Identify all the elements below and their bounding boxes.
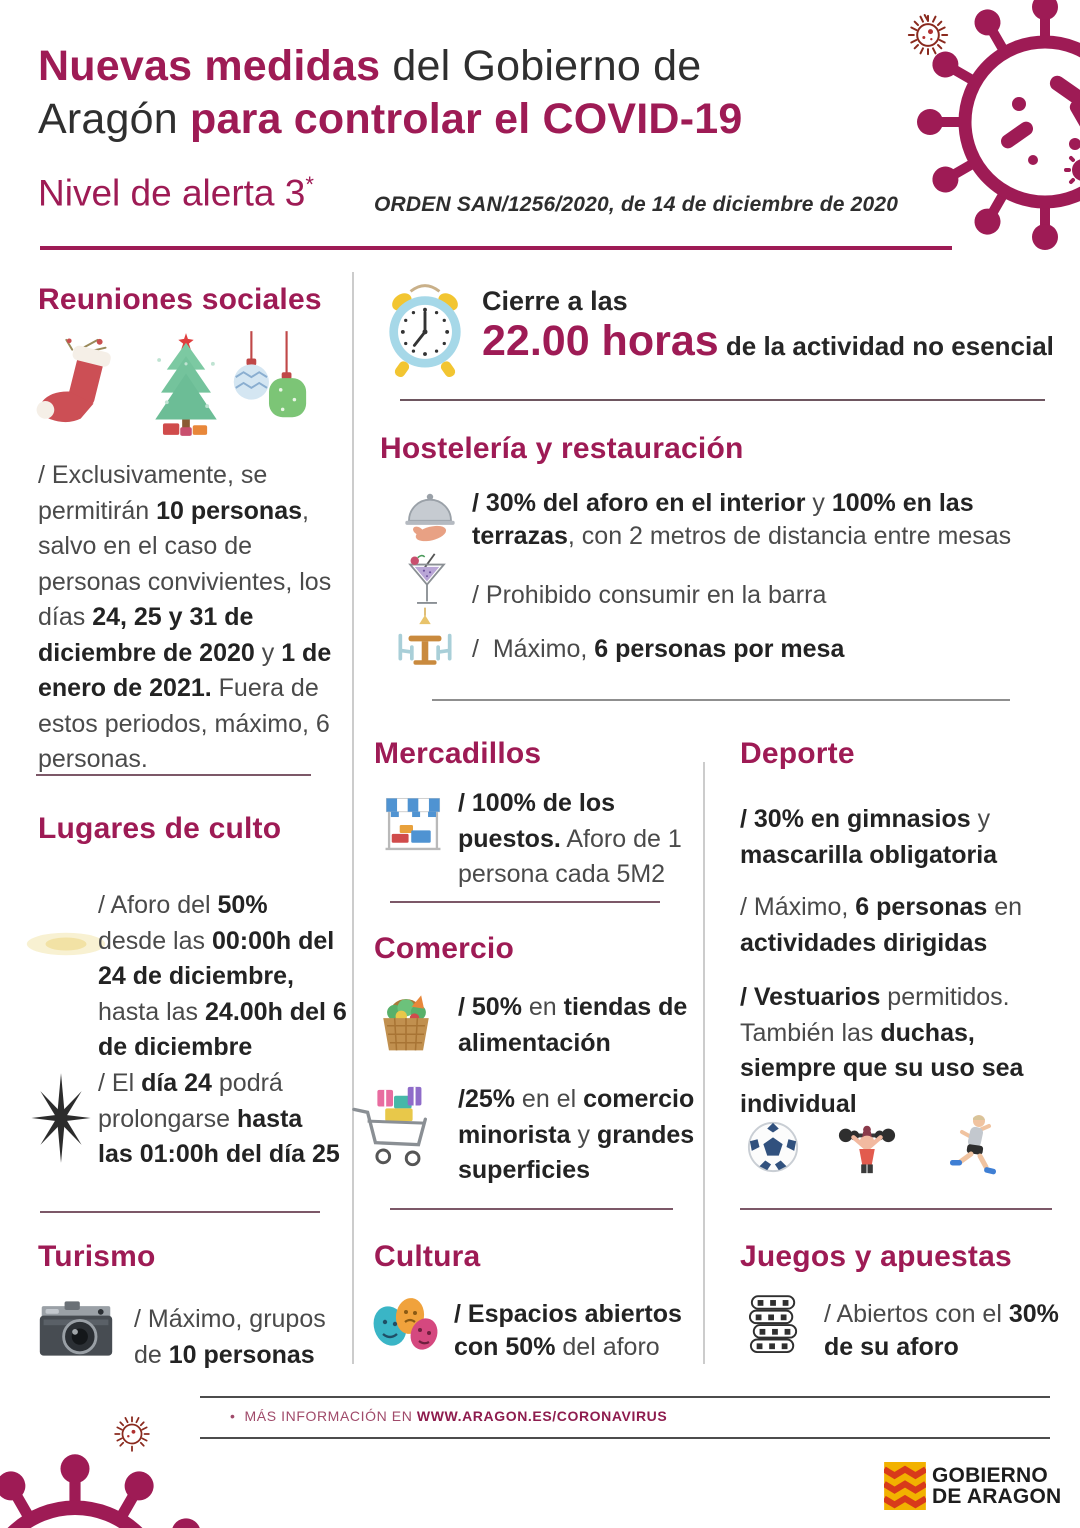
footer-info-url[interactable]: WWW.ARAGON.ES/CORONAVIRUS (416, 1408, 668, 1424)
order-reference: ORDEN SAN/1256/2020, de 14 de diciembre de 2020 (374, 193, 899, 216)
turismo-item: / Máximo, grupos de 10 personas (134, 1305, 333, 1369)
page-title: Nuevas medidas del Gobierno de Aragón para controlar el COVID-19 (38, 42, 743, 144)
candle-glow-icon (24, 920, 108, 968)
closing-suffix: de la actividad no esencial (718, 331, 1054, 361)
christmas-stocking-icon (36, 332, 128, 436)
cultura-item: / Espacios abiertos con 50% del aforo (454, 1300, 689, 1361)
hosteleria-item: / Máximo, 6 personas por mesa (472, 635, 845, 663)
deporte-item: / 30% en gimnasios y mascarilla obligatoria (740, 805, 998, 869)
aragon-flag-icon (884, 1462, 926, 1510)
christmas-tree-icon (138, 330, 234, 438)
virus-small-icon (110, 1412, 154, 1456)
header-divider (40, 246, 952, 250)
bethlehem-star-icon (26, 1068, 96, 1168)
section-title-lugares: Lugares de culto (38, 812, 282, 845)
divider (390, 1208, 673, 1210)
food-basket-icon (370, 984, 442, 1058)
footer-info (230, 1408, 667, 1424)
section-title-reuniones: Reuniones sociales (38, 283, 322, 316)
divider (40, 1211, 320, 1213)
divider (36, 774, 311, 776)
closing-banner (482, 286, 1054, 366)
divider (390, 901, 660, 903)
deporte-item: / Máximo, 6 personas en actividades dirigidas (740, 893, 1030, 957)
section-title-cultura: Cultura (374, 1240, 481, 1273)
closing-time: 22.00 horas (482, 317, 719, 365)
virus-large-icon (0, 1452, 220, 1528)
juegos-item: / Abiertos con el 30% de su aforo (824, 1300, 1066, 1361)
poker-chips-icon (748, 1294, 800, 1360)
weightlifter-icon (836, 1116, 898, 1178)
runner-icon (944, 1112, 1000, 1178)
comercio-item: /25% en el comercio minorista y grandes superficies (458, 1085, 702, 1184)
divider (400, 399, 1045, 401)
section-title-deporte: Deporte (740, 737, 855, 770)
column-divider-left (352, 272, 354, 1364)
lugares-item: / El día 24 podrá prolongarse hasta las 01:00h del día 25 (98, 1069, 340, 1168)
section-title-juegos: Juegos y apuestas (740, 1240, 1012, 1273)
divider (432, 699, 1010, 701)
footer-info-prefix: MÁS INFORMACIÓN EN (244, 1408, 417, 1424)
alarm-clock-icon (372, 276, 478, 382)
lugares-item: / Aforo del 50% desde las 00:00h del 24 de diciembre, hasta las 24.00h del 6 de diciembre (98, 891, 354, 1061)
serving-cloche-icon (398, 486, 462, 550)
shopping-cart-icon (348, 1082, 442, 1174)
table-chairs-icon (392, 606, 458, 680)
theater-masks-icon (368, 1290, 444, 1360)
camera-icon (36, 1298, 116, 1360)
comercio-item: / 50% en tiendas de alimentación (458, 993, 695, 1057)
hosteleria-item: / 30% del aforo en el interior y 100% en las terrazas, con 2 metros de distancia entre mesas (472, 489, 1012, 550)
divider (740, 1208, 1052, 1210)
reuniones-body: / Exclusivamente, se permitirán 10 personas, salvo en el caso de personas convivientes, los días 24, 25 y 31 de diciembre de 2020 y 1 de enero de 2021. Fuera de estos periodos, máximo, 6 personas. (38, 461, 339, 773)
section-title-turismo: Turismo (38, 1240, 156, 1273)
bullet: • (230, 1408, 236, 1424)
footer-divider-bottom (200, 1437, 1050, 1439)
virus-small-icon (903, 10, 953, 60)
section-title-hosteleria: Hostelería y restauración (380, 432, 744, 465)
section-title-mercadillos: Mercadillos (374, 737, 542, 770)
gobierno-aragon-logo: GOBIERNO DE ARAGON (932, 1464, 1062, 1508)
mercadillos-item: / 100% de los puestos. Aforo de 1 persona cada 5M2 (458, 789, 689, 888)
christmas-ornaments-icon (224, 330, 312, 434)
deporte-item: / Vestuarios permitidos. También las duchas, siempre que su uso sea individual (740, 983, 1031, 1118)
section-title-comercio: Comercio (374, 932, 514, 965)
alert-footnote-mark: * (305, 172, 314, 197)
footer-divider-top (200, 1396, 1050, 1398)
market-stall-icon (382, 792, 444, 858)
soccer-ball-icon (746, 1120, 800, 1174)
closing-prefix: Cierre a las (482, 286, 628, 316)
alert-level: Nivel de alerta 3* (38, 172, 314, 214)
hosteleria-item: / Prohibido consumir en la barra (472, 581, 827, 609)
